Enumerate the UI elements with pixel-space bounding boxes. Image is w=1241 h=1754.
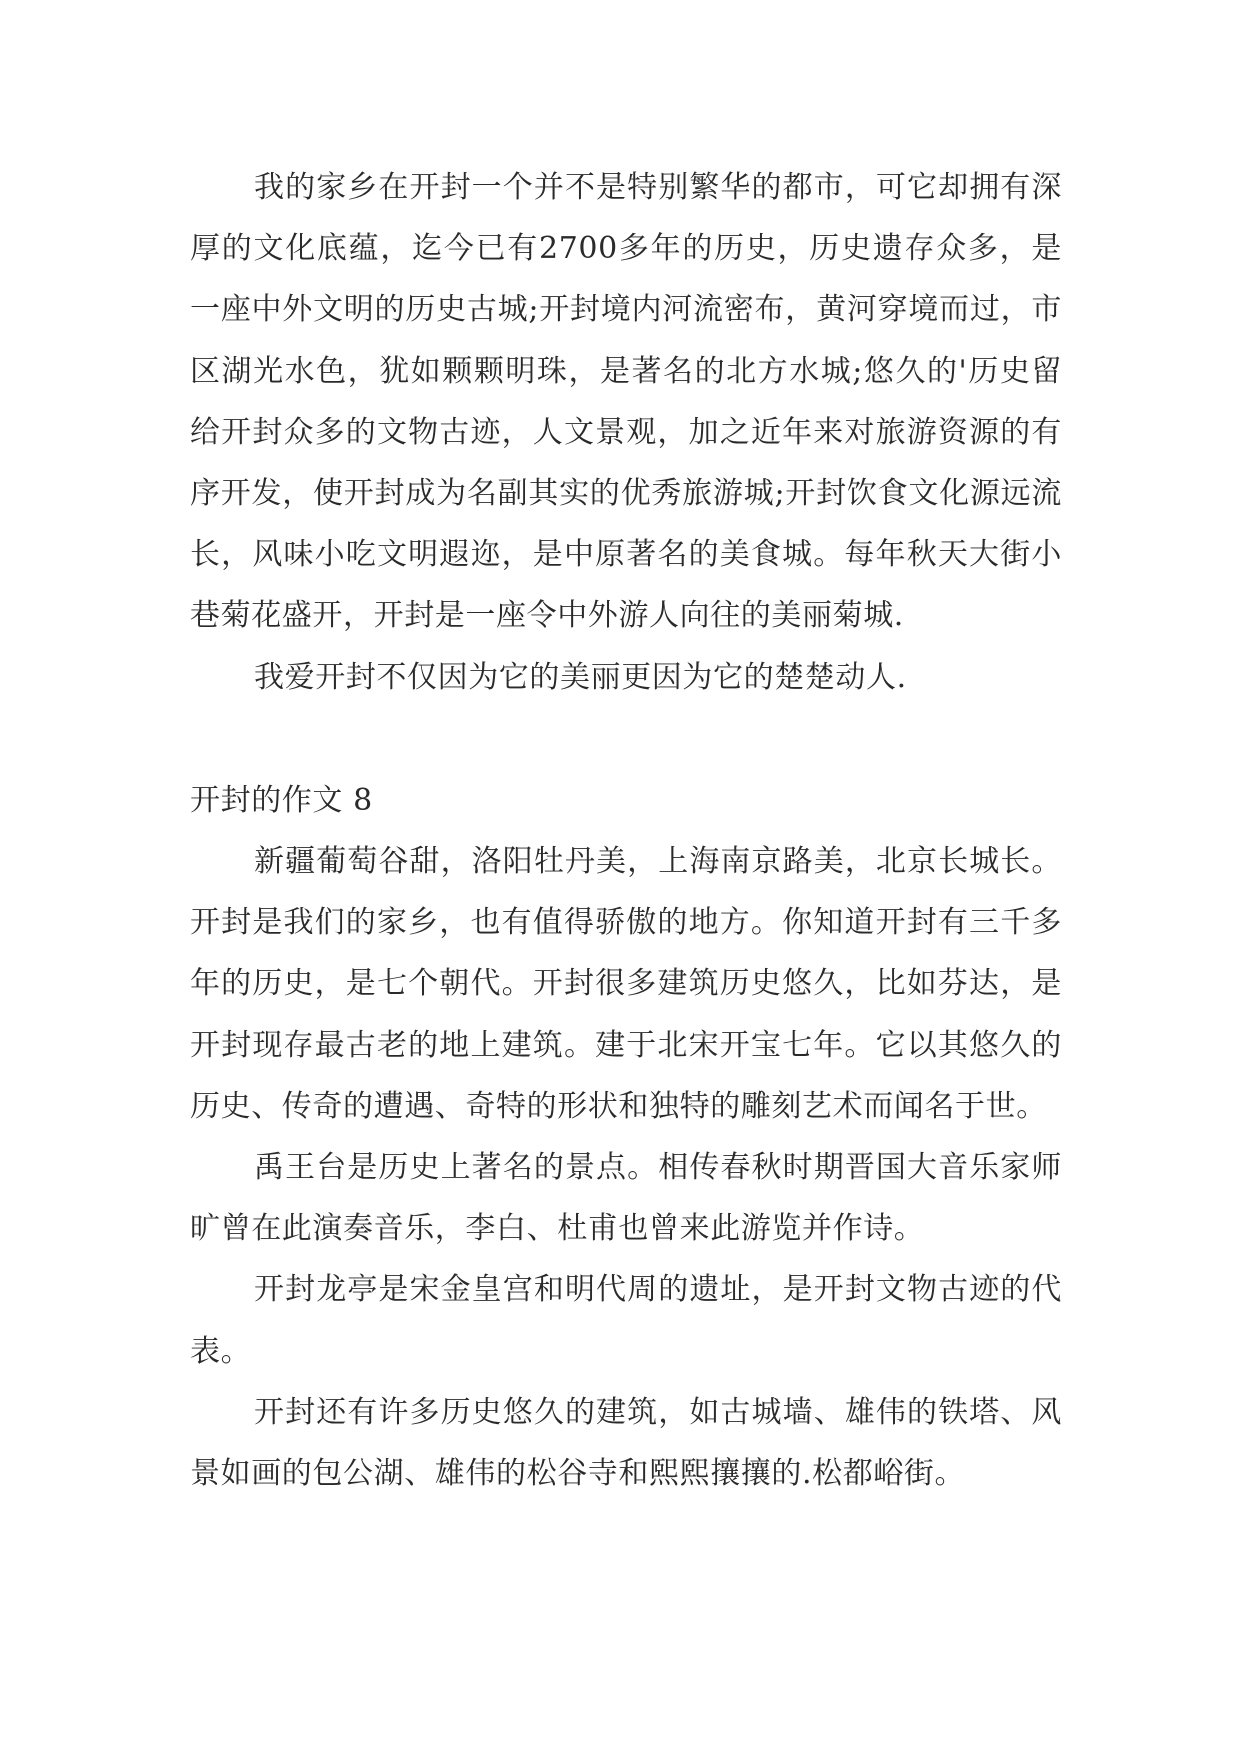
paragraph-hometown-intro: 我的家乡在开封一个并不是特别繁华的都市，可它却拥有深厚的文化底蕴，迄今已有2700多年的历史，历史遗存众多，是一座中外文明的历史古城;开封境内河流密布，黄河穿境而过，市区湖光水色，犹如颗颗明珠，是著名的北方水城;悠久的'历史留给开封众多的文物古迹，人文景观，加之近年来对旅游资源的有序开发，使开封成为名副其实的优秀旅游城;开封饮食文化源远流长，风味小吃文明遐迩，是中原著名的美食城。每年秋天大街小巷菊花盛开，开封是一座令中外游人向往的美丽菊城. [190,170,1062,634]
paragraph-love-kaifeng: 我爱开封不仅因为它的美丽更因为它的楚楚动人. [254,659,907,695]
paragraph-yuwangtai: 禹王台是历史上著名的景点。相传春秋时期晋国大音乐家师旷曾在此演奏音乐，李白、杜甫也曾来此游览并作诗。 [190,1150,1062,1247]
paragraph-longting: 开封龙亭是宋金皇宫和明代周的遗址，是开封文物古迹的代表。 [190,1272,1062,1369]
document-body [190,157,1062,1504]
paragraph-historic-buildings: 开封还有许多历史悠久的建筑，如古城墙、雄伟的铁塔、风景如画的包公湖、雄伟的松谷寺和熙熙攘攘的.松都峪街。 [190,1394,1062,1492]
paragraph-kaifeng-history: 新疆葡萄谷甜，洛阳牡丹美，上海南京路美，北京长城长。开封是我们的家乡，也有值得骄傲的地方。你知道开封有三千多年的历史，是七个朝代。开封很多建筑历史悠久，比如芬达，是开封现存最古老的地上建筑。建于北宋开宝七年。它以其悠久的历史、传奇的遭遇、奇特的形状和独特的雕刻艺术而闻名于世。 [190,844,1062,1124]
section-spacer [190,708,1062,770]
section-title: 开封的作文 8 [190,782,373,818]
